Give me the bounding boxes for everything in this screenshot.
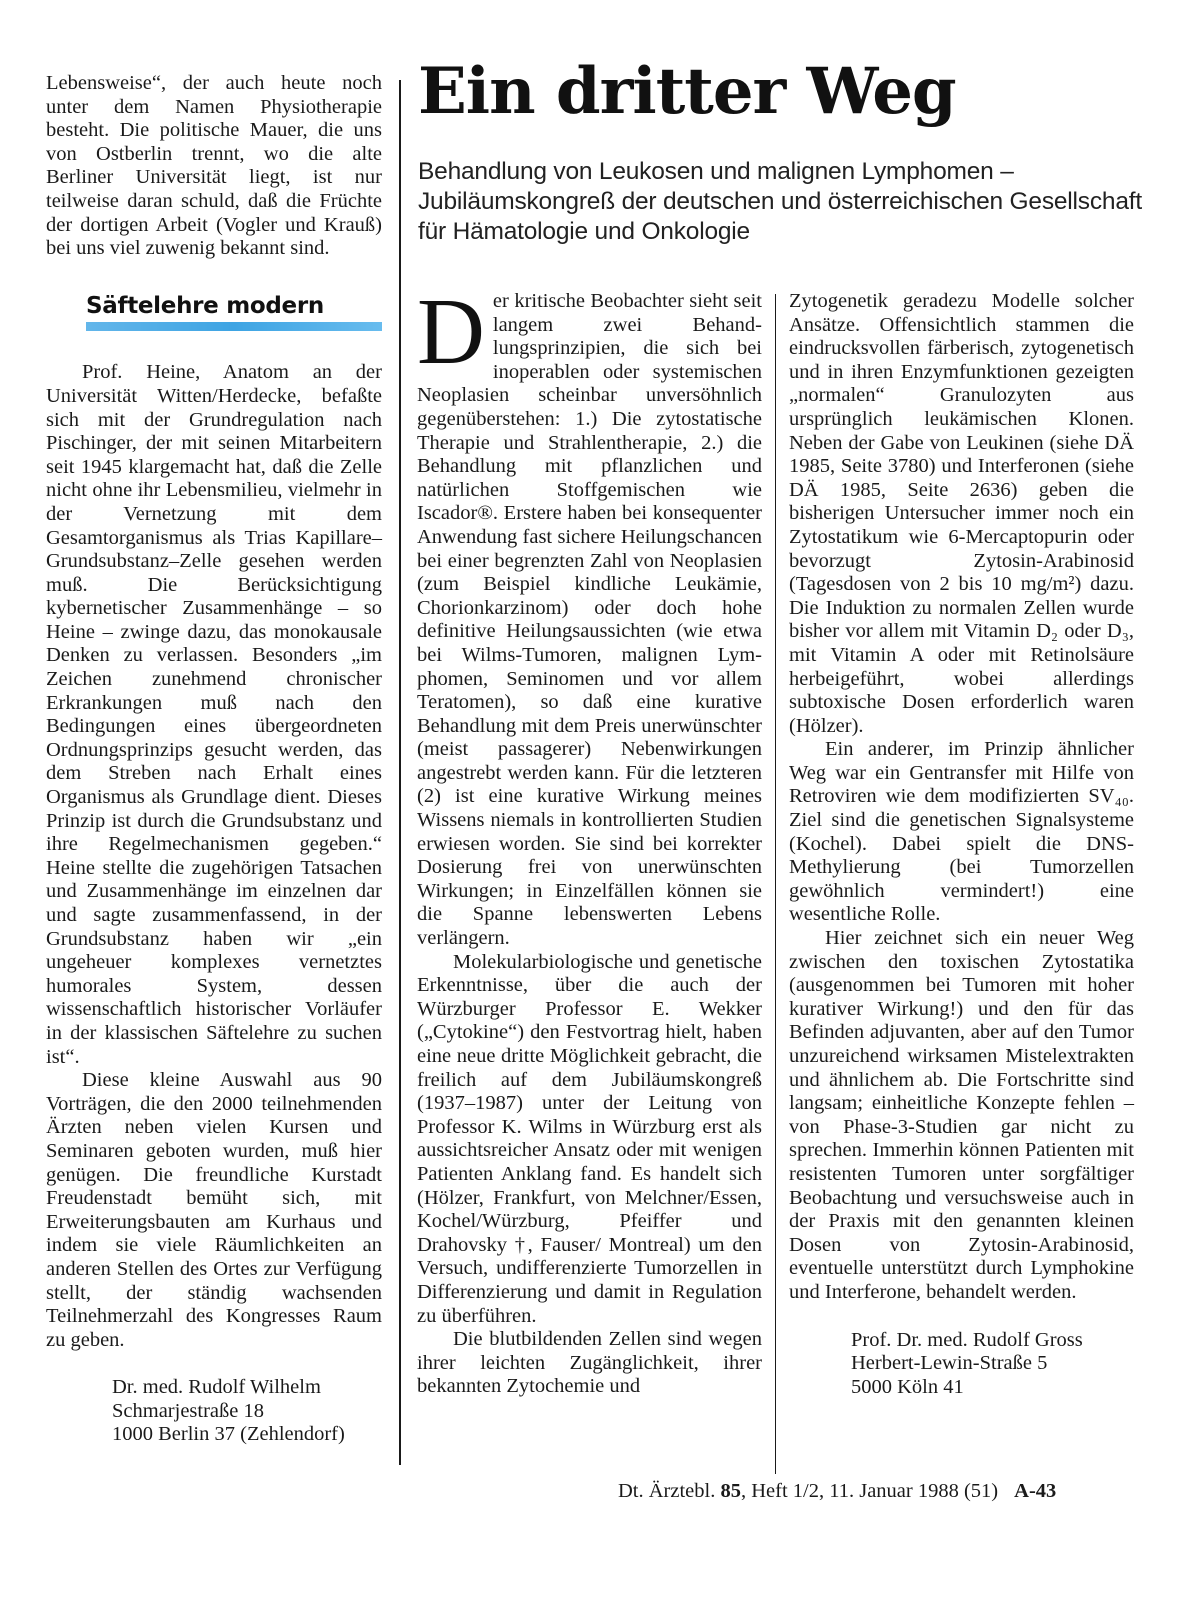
author-city: 5000 Köln 41 [851, 1375, 964, 1398]
issue-date: , Heft 1/2, 11. Januar 1988 (51) [740, 1480, 999, 1502]
left-paragraph-3: Diese kleine Auswahl aus 90 Vorträgen, die den 2000 teilnehmenden Ärzten neben vielen Kursen und Seminaren geboten wurden, muß hier genügen. Die freundliche Kurstadt Freudenstadt bemüht sich, mit Erweiterungsbauten am Kurhaus und indem sie viele Räumlichkeiten an anderen Stellen des Ortes zur Verfügung stellt, der ständig wachsenden Teilnehmerzahl des Kongresses Raum zu geben. [46, 1069, 382, 1351]
article-subtitle: Behandlung von Leukosen und malignen Lymphomen – Jubiläumskongreß der deutschen und österreichischen Gesellschaft für Hämatologie und Onkologie [418, 158, 1142, 245]
author-city: 1000 Berlin 37 (Zehlendorf) [112, 1423, 345, 1446]
author-name: Prof. Dr. med. Rudolf Gross [851, 1328, 1083, 1351]
right-paragraph-1: Zytogenetik geradezu Modelle solcher Ansätze. Offensichtlich stammen die eindrucksvollen färberisch, zytogenetisch und in ihren Enzymfunktionen gezeigten „normalen“ Granulozyten aus ursprünglich leukämischen Klonen. Neben der Gabe von Leukinen (siehe DÄ 1985, Seite 3780) und Interferonen (siehe DÄ 1985, Seite 2636) geben die bisherigen Untersucher immer noch ein Zytostatikum wie 6-Mercaptopurin oder bevorzugt Zytosin-Arabinosid (Tagesdosen von 2 bis 10 mg/m²) dazu. Die Induktion zu normalen Zellen wurde bisher vor allem mit Vitamin D₂ oder D₃, mit Vitamin A oder mit Retinolsäure herbeigeführt, wobei allerdings subtoxische Dosen erforderlich waren (Hölzer). [789, 290, 1134, 737]
author-street: Herbert-Lewin-Straße 5 [851, 1352, 1048, 1375]
drop-cap: D [417, 280, 485, 384]
article-headline: Ein dritter Weg [418, 54, 956, 129]
left-column [46, 72, 382, 1447]
column-divider [399, 80, 401, 1465]
author-signature-left [46, 1376, 382, 1447]
author-street: Schmarjestraße 18 [112, 1399, 264, 1422]
column-divider [775, 294, 776, 1474]
right-paragraph-2: Ein anderer, im Prinzip ähnlicher Weg war ein Gentransfer mit Hilfe von Retroviren wie dem modifizierten SV₄₀. Ziel sind die genetischen Signalsysteme (Kochel). Dabei spielt die DNS-Methylierung (bei Tumorzellen gewöhnlich vermindert!) eine wesentliche Rolle. [789, 738, 1134, 926]
subheading-bar [86, 322, 382, 331]
left-paragraph-1: Lebensweise“, der auch heute noch unter dem Namen Physiotherapie besteht. Die politische Mauer, die uns von Ostberlin trennt, wo die alte Berliner Universität liegt, ist nur teilweise daran schuld, daß die Früchte der dortigen Arbeit (Vogler und Krauß) bei uns viel zuwenig bekannt sind. [46, 72, 382, 260]
author-signature-right [789, 1329, 1134, 1400]
page-footer [618, 1480, 1056, 1503]
section-subheading: Säftelehre modern [86, 292, 324, 319]
middle-paragraph-2: Molekularbiologische und genetische Erkenntnisse, über die auch der Würzburger Professor E. Wekker („Cytokine“) den Festvortrag hielt, haben eine neue dritte Möglichkeit gebracht, die freilich auf dem Jubiläumskongreß (1937–1987) unter der Leitung von Professor K. Wilms in Würzburg erst als aussichtsreicher Ansatz oder mit wenigen Patienten Anklang fand. Es handelt sich (Hölzer, Frankfurt, von Melchner/Essen, Kochel/Würzburg, Pfeiffer und Drahovsky †, Fauser/ Montreal) um den Versuch, undifferenzierte Tumorzellen in Differenzierung und damit in Regulation zu überführen. [417, 950, 762, 1327]
left-paragraph-2: Prof. Heine, Anatom an der Universität Witten/Herdecke, befaßte sich mit der Grundregulation nach Pischinger, der mit seinen Mitarbeitern seit 1945 klargemacht hat, daß die Zelle nicht ohne ihr Lebensmilieu, vielmehr in der Vernetzung mit dem Gesamtorganismus als Trias Kapillare–Grundsubstanz–Zelle gesehen werden muß. Die Berücksichtigung kybernetischer Zusammenhänge – so Heine – zwinge dazu, das monokausale Denken zu verlassen. Besonders „im Zeichen zunehmend chronischer Erkrankungen muß nach den Bedingungen eines übergeordneten Ordnungsprinzips gesucht werden, das dem Streben nach Erhalt eines Organismus als Grundlage dient. Dieses Prinzip ist durch die Grundsubstanz und ihre Regelmechanismen gegeben.“ Heine stellte die zugehörigen Tatsachen und Zusammenhänge im einzelnen dar und sagte zusammenfassend, in der Grundsubstanz haben wir „ein ungeheuer komplexes vernetztes humorales System, dessen wissenschaftlich historischer Vorläufer in der klassischen Säftelehre zu suchen ist“. [46, 361, 382, 1068]
middle-paragraph-1 [417, 280, 762, 951]
middle-paragraph-3: Die blutbildenden Zellen sind wegen ihrer leichten Zugänglichkeit, ihrer bekannten Zytochemie und [417, 1328, 762, 1398]
page-number: A-43 [1014, 1480, 1057, 1502]
right-column [789, 290, 1134, 1399]
right-paragraph-3: Hier zeichnet sich ein neuer Weg zwischen den toxischen Zytostatika (ausgenommen bei Tumoren mit hoher kurativer Wirkung!) und den für das Befinden adjuvanten, aber auf den Tumor unzureichend wirksamen Mistelextrakten und ähnlichem ab. Die Fortschritte sind langsam; einheitliche Konzepte fehlen – von Phase-3-Studien gar nicht zu sprechen. Immerhin können Patienten mit resistenten Tumoren unter sorgfältiger Beobachtung und versuchsweise auch in der Praxis mit den genannten kleinen Dosen von Zytosin-Arabinosid, eventuelle unterstützt durch Lymphokine und Interferone, behandelt werden. [789, 927, 1134, 1303]
journal-volume: 85 [720, 1480, 741, 1502]
journal-name: Dt. Ärztebl. [618, 1480, 716, 1502]
author-name: Dr. med. Rudolf Wilhelm [112, 1376, 321, 1399]
middle-paragraph-1-text: er kritische Beobachter sieht seit langem zwei Behandlungsprinzipien, die sich bei inoperablen oder systemischen Neoplasien scheinbar unversöhnlich gegenüberstehen: 1.) Die zytostatische Therapie und Strahlentherapie, 2.) die Behandlung mit pflanzlichen und natürlichen Stoffgemischen wie Iscador®. Erstere haben bei konsequenter Anwendung fast sichere Heilungschancen bei einer begrenzten Zahl von Neoplasien (zum Beispiel kindliche Leukämie, Chorionkarzinom) oder doch hohe definitive Heilungsaussichten (wie etwa bei Wilms-Tumoren, malignen Lymphomen, Seminomen und vor allem Teratomen), so daß eine kurative Behandlung mit dem Preis unerwünschter (meist passagerer) Nebenwirkungen angestrebt werden kann. Für die letzteren (2) ist eine kurative Wirkung meines Wissens niemals in kontrollierten Studien erwiesen worden. Sie sind bei korrekter Dosierung frei von unerwünschten Wirkungen; in Einzelfällen können sie die Spanne lebenswerten Lebens verlängern. [417, 290, 762, 950]
middle-column [417, 280, 762, 1399]
